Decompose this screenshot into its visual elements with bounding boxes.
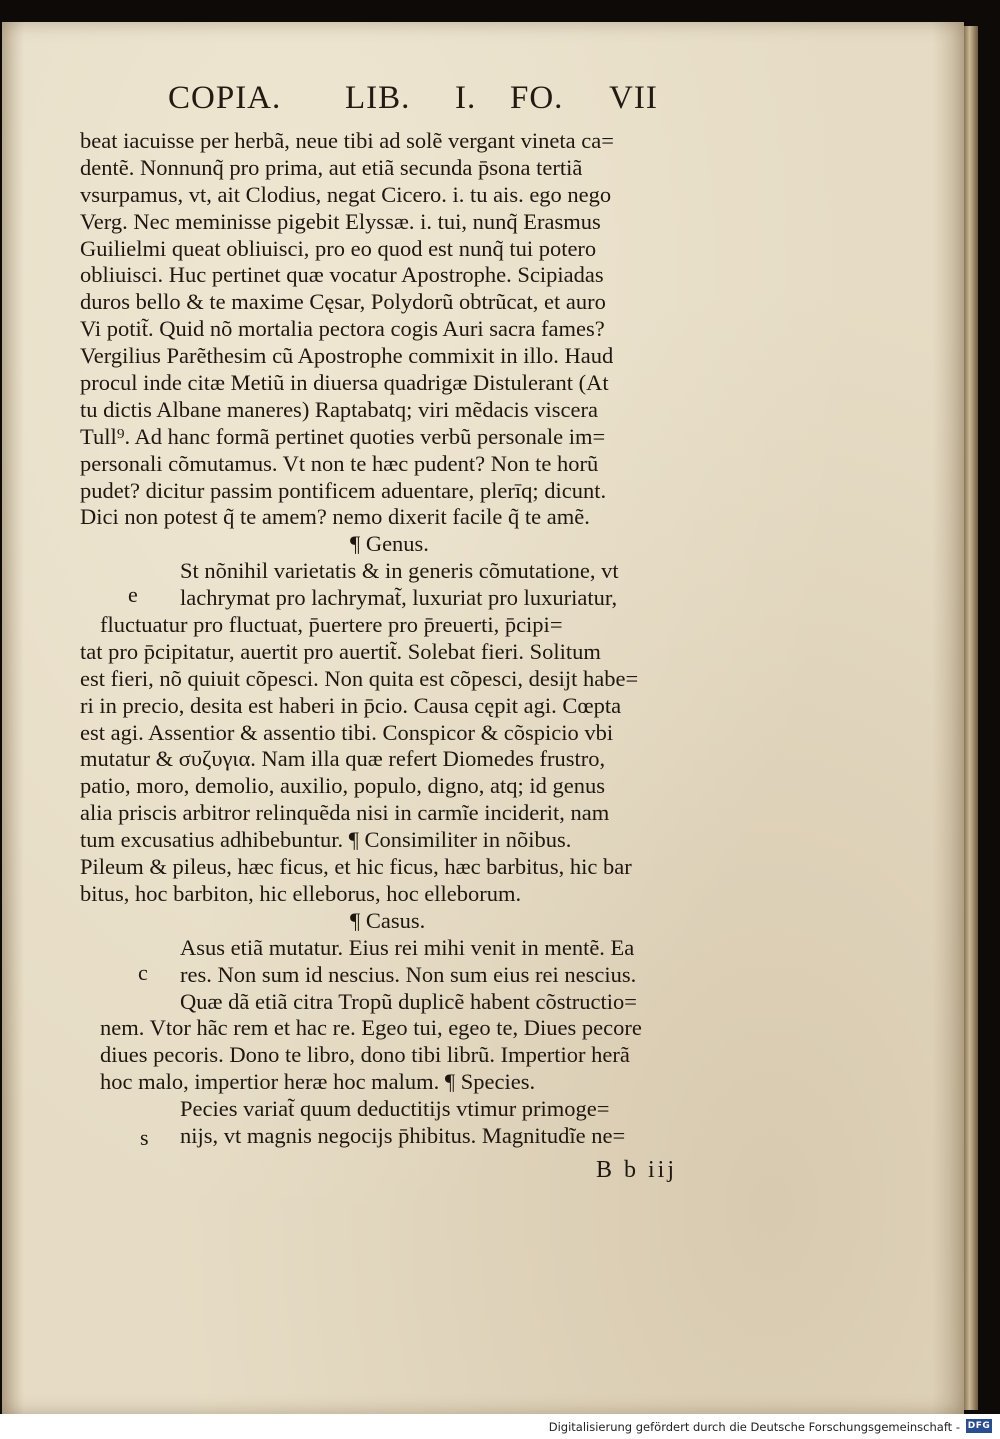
guide-letter-casus: c	[138, 960, 148, 985]
text-line: personali cõmutamus. Vt non te hæc pudent? Non te horũ	[80, 450, 599, 476]
text-line: bitus, hoc barbiton, hic elleborus, hoc elleborum.	[80, 880, 522, 906]
text-line: nijs, vt magnis negocijs p̄hibitus. Magnitudĩe ne=	[180, 1122, 626, 1148]
text-line: Quæ dã etiã citra Tropũ duplicẽ habent cõstructio=	[180, 988, 637, 1014]
header-title: COPIA.	[168, 80, 282, 116]
text-line: dentẽ. Nonnunq̃ pro prima, aut etiã secunda p̄sona tertiã	[80, 154, 583, 180]
text-line: est agi. Assentior & assentio tibi. Conspicor & cõspicio vbi	[80, 719, 614, 745]
text-line: diues pecoris. Dono te libro, dono tibi librũ. Impertior herã	[100, 1042, 630, 1068]
text-line: Vergilius Parẽthesim cũ Apostrophe commixit in illo. Haud	[80, 343, 614, 369]
text-line: Tull⁹. Ad hanc formã pertinet quoties verbũ personale im=	[80, 423, 606, 449]
text-line: pudet? dicitur passim pontificem aduentare, plerīq; dicunt.	[80, 477, 607, 503]
text-line: tum excusatius adhibebuntur. ¶ Consimiliter in nõibus.	[80, 827, 572, 853]
dfg-logo: DFG	[967, 1421, 991, 1431]
text-line: obliuisci. Huc pertinet quæ vocatur Apostrophe. Scipiadas	[80, 262, 604, 288]
page-edge	[964, 26, 978, 1410]
text-line: Vi potit̃. Quid nõ mortalia pectora cogis Auri sacra fames?	[80, 316, 605, 342]
header-book-number: I.	[455, 80, 477, 116]
signature-mark: B b iij	[596, 1157, 678, 1183]
text-line: patio, moro, demolio, auxilio, populo, digno, atq; id genus	[80, 773, 605, 799]
section-heading-casus: ¶ Casus.	[350, 907, 426, 933]
text-line: procul inde citæ Metiũ in diuersa quadrigæ Distulerant (At	[80, 370, 609, 396]
text-line: Pileum & pileus, hæc ficus, et hic ficus, hæc barbitus, hic bar	[80, 854, 632, 880]
text-line: duros bello & te maxime Cęsar, Polydorũ obtrũcat, et auro	[80, 289, 606, 315]
text-line: Pecies variat̃ quum deductitijs vtimur primoge=	[180, 1096, 610, 1122]
text-line: est fieri, nõ quiuit cõpesci. Non quita est cõpesci, desijt habe=	[80, 665, 639, 691]
header-lib: LIB.	[345, 80, 411, 116]
text-line: res. Non sum id nescius. Non sum eius rei nescius.	[180, 961, 637, 987]
text-line: alia priscis arbitror relinquẽda nisi in carmĩe inciderit, nam	[80, 800, 610, 826]
text-line: St nõnihil varietatis & in generis cõmutatione, vt	[180, 558, 619, 584]
text-line: Dici non potest q̃ te amem? nemo dixerit facile q̃ te amẽ.	[80, 504, 590, 530]
text-line: Asus etiã mutatur. Eius rei mihi venit in mentẽ. Ea	[180, 934, 635, 960]
header-folio-number: VII	[609, 80, 658, 116]
text-line: fluctuatur pro fluctuat, p̄uertere pro p̄reuerti, p̄cipi=	[100, 612, 563, 638]
text-line: tu dictis Albane maneres) Raptabatq; viri mẽdacis viscera	[80, 396, 598, 422]
text-line: beat iacuisse per herbã, neue tibi ad solẽ vergant vineta ca=	[80, 128, 614, 153]
body-text	[80, 128, 760, 1150]
text-line: tat pro p̄cipitatur, auertit pro auertit̃. Solebat fieri. Solitum	[80, 638, 601, 664]
footer-credit: Digitalisierung gefördert durch die Deutsche Forschungsgemeinschaft -	[548, 1420, 960, 1434]
guide-letter-genus: e	[128, 582, 138, 607]
text-line: Verg. Nec meminisse pigebit Elyssæ. i. tui, nunq̃ Erasmus	[80, 208, 601, 234]
text-line: Guilielmi queat obliuisci, pro eo quod est nunq̃ tui potero	[80, 235, 597, 261]
guide-letter-species: s	[140, 1125, 149, 1150]
text-line: ri in precio, desita est haberi in p̄cio. Causa cępit agi. Cœpta	[80, 692, 622, 718]
text-line: vsurpamus, vt, ait Clodius, negat Cicero. i. tu ais. ego nego	[80, 181, 612, 207]
text-line: lachrymat pro lachrymat̃, luxuriat pro luxuriatur,	[180, 585, 618, 611]
text-line: hoc malo, impertior heræ hoc malum. ¶ Species.	[100, 1069, 536, 1095]
header-fo: FO.	[510, 80, 564, 116]
footer-bar	[0, 1414, 1000, 1439]
section-heading-genus: ¶ Genus.	[350, 531, 429, 557]
text-line: nem. Vtor hãc rem et hac re. Egeo tui, egeo te, Diues pecore	[100, 1015, 642, 1041]
text-line: mutatur & συζυγια. Nam illa quæ refert Diomedes frustro,	[80, 746, 606, 772]
running-header	[168, 80, 668, 120]
